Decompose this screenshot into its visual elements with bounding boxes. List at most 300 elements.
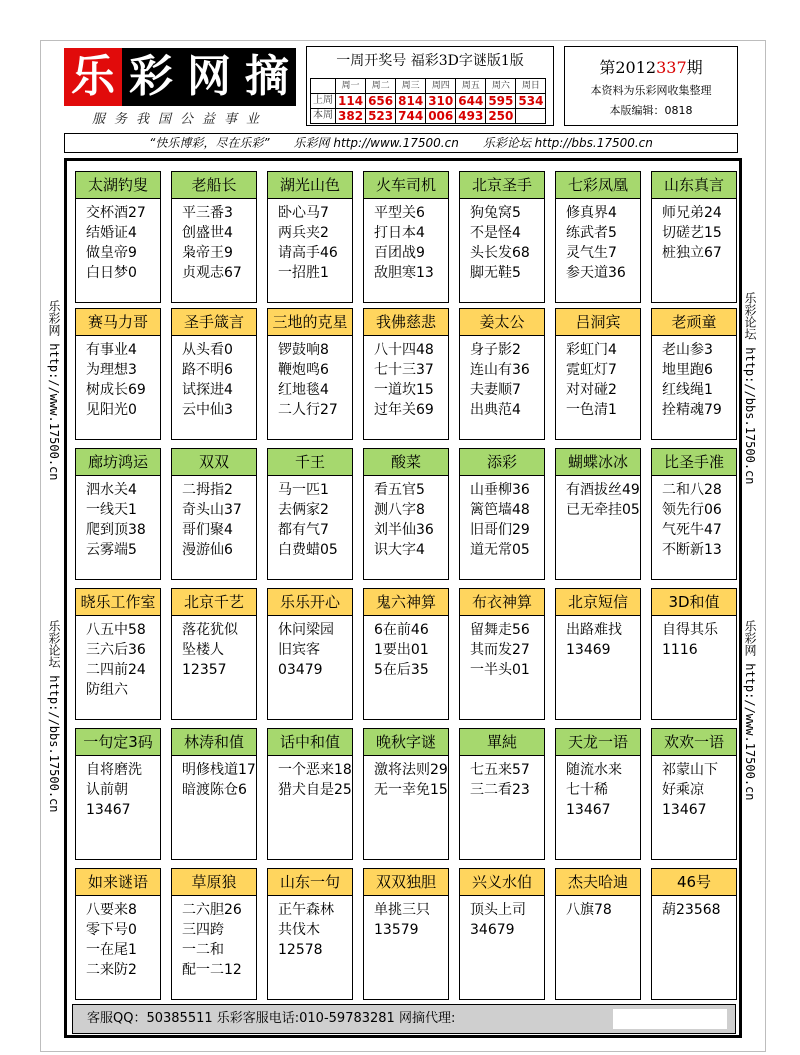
puzzle-line: 道无常05 bbox=[470, 542, 530, 558]
puzzle-cell bbox=[651, 588, 737, 720]
day-label: 周六 bbox=[486, 79, 516, 94]
puzzle-line: 七五来57 bbox=[470, 762, 530, 778]
day-label: 周五 bbox=[456, 79, 486, 94]
puzzle-line: 红线绳1 bbox=[662, 382, 713, 398]
puzzle-cell-title: 3D和值 bbox=[652, 589, 736, 616]
row-label: 上周 bbox=[311, 94, 336, 109]
puzzle-line: 13467 bbox=[86, 802, 131, 818]
day-label: 周四 bbox=[426, 79, 456, 94]
puzzle-line: 零下号0 bbox=[86, 922, 137, 938]
draw-number: 814 bbox=[396, 94, 426, 109]
puzzle-cell-lines bbox=[364, 336, 448, 420]
puzzle-line: 修真界4 bbox=[566, 205, 617, 221]
puzzle-cell-title: 欢欢一语 bbox=[652, 729, 736, 756]
puzzle-cell bbox=[267, 728, 353, 860]
puzzle-line: 桩独立67 bbox=[662, 245, 722, 261]
puzzle-line: 测八字8 bbox=[374, 502, 425, 518]
puzzle-cell-lines bbox=[556, 336, 640, 420]
puzzle-cell bbox=[555, 728, 641, 860]
puzzle-cell-title: 天龙一语 bbox=[556, 729, 640, 756]
puzzle-cell bbox=[75, 868, 161, 1000]
puzzle-line: 暗渡陈仓6 bbox=[182, 782, 247, 798]
puzzle-line: 树成长69 bbox=[86, 382, 146, 398]
draw-number: 656 bbox=[366, 94, 396, 109]
puzzle-line: 八五中58 bbox=[86, 622, 146, 638]
puzzle-line: 二和八28 bbox=[662, 482, 722, 498]
day-label: 周二 bbox=[366, 79, 396, 94]
puzzle-cell bbox=[555, 868, 641, 1000]
puzzle-line: 一半头01 bbox=[470, 662, 530, 678]
puzzle-cell-title: 布衣神算 bbox=[460, 589, 544, 616]
puzzle-cell bbox=[363, 868, 449, 1000]
puzzle-line: 一在尾1 bbox=[86, 942, 137, 958]
puzzle-line: 马一匹1 bbox=[278, 482, 329, 498]
puzzle-cell bbox=[555, 448, 641, 580]
puzzle-line: 山垂柳36 bbox=[470, 482, 530, 498]
table-row bbox=[311, 109, 546, 124]
puzzle-line: 13467 bbox=[566, 802, 611, 818]
side-url-left-bottom: 乐彩论坛 http://bbs.17500.cn bbox=[47, 620, 61, 813]
puzzle-cell-title: 晓乐工作室 bbox=[76, 589, 160, 616]
side-url-right-top: 乐彩论坛 http://bbs.17500.cn bbox=[743, 292, 757, 485]
puzzle-cell-lines bbox=[652, 616, 736, 660]
draw-results-title: 一周开奖号 福彩3D字谜版1版 bbox=[336, 53, 524, 69]
puzzle-cell-title: 山东真言 bbox=[652, 172, 736, 199]
puzzle-cell bbox=[75, 171, 161, 303]
puzzle-line: 创盛世4 bbox=[182, 225, 233, 241]
puzzle-line: 一线天1 bbox=[86, 502, 137, 518]
puzzle-cell-lines bbox=[652, 199, 736, 263]
puzzle-line: 防组六 bbox=[86, 682, 128, 698]
puzzle-cell-lines bbox=[76, 616, 160, 700]
issue-number bbox=[565, 55, 737, 78]
draw-number: 493 bbox=[456, 109, 486, 124]
puzzle-cell-lines bbox=[76, 476, 160, 560]
puzzle-line: 奇头山37 bbox=[182, 502, 242, 518]
puzzle-line: 试探进4 bbox=[182, 382, 233, 398]
puzzle-line: 6在前46 bbox=[374, 622, 429, 638]
puzzle-cell-title: 我佛慈悲 bbox=[364, 309, 448, 336]
puzzle-cell bbox=[267, 171, 353, 303]
puzzle-cell-title: 北京圣手 bbox=[460, 172, 544, 199]
puzzle-cell-lines bbox=[172, 476, 256, 560]
puzzle-line: 出路难找 bbox=[566, 622, 622, 638]
draw-number: 006 bbox=[426, 109, 456, 124]
puzzle-line: 一个恶来18 bbox=[278, 762, 352, 778]
puzzle-cell bbox=[171, 448, 257, 580]
puzzle-line: 见阳光0 bbox=[86, 402, 137, 418]
draw-number: 114 bbox=[336, 94, 366, 109]
puzzle-cell bbox=[267, 308, 353, 440]
puzzle-cell-lines bbox=[172, 756, 256, 800]
puzzle-line: 自得其乐 bbox=[662, 622, 718, 638]
puzzle-cell-title: 兴义水伯 bbox=[460, 869, 544, 896]
puzzle-line: 一二和 bbox=[182, 942, 224, 958]
puzzle-cell-lines bbox=[268, 336, 352, 420]
forum-link[interactable]: 乐彩论坛 http://bbs.17500.cn bbox=[482, 136, 653, 150]
puzzle-cell-title: 晚秋字谜 bbox=[364, 729, 448, 756]
puzzle-cell-lines bbox=[556, 896, 640, 920]
puzzle-line: 地里跑6 bbox=[662, 362, 713, 378]
puzzle-cell-lines bbox=[460, 616, 544, 680]
puzzle-line: 锣鼓响8 bbox=[278, 342, 329, 358]
puzzle-line: 坠楼人 bbox=[182, 642, 224, 658]
puzzle-cell-title: 北京千艺 bbox=[172, 589, 256, 616]
puzzle-cell-title: 火车司机 bbox=[364, 172, 448, 199]
puzzle-cell bbox=[171, 308, 257, 440]
puzzle-line: 连山有36 bbox=[470, 362, 530, 378]
draw-number: 523 bbox=[366, 109, 396, 124]
puzzle-cell-lines bbox=[460, 336, 544, 420]
puzzle-cell bbox=[75, 728, 161, 860]
puzzle-line: 为理想3 bbox=[86, 362, 137, 378]
puzzle-line: 贞观志67 bbox=[182, 265, 242, 281]
puzzle-line: 做皇帝9 bbox=[86, 245, 137, 261]
puzzle-line: 好乘凉 bbox=[662, 782, 704, 798]
puzzle-cell bbox=[171, 588, 257, 720]
tagline-quote: “快乐博彩，尽在乐彩” bbox=[149, 136, 270, 150]
puzzle-line: 二来防2 bbox=[86, 962, 137, 978]
puzzle-cell-lines bbox=[268, 199, 352, 283]
puzzle-line: 脚无鞋5 bbox=[470, 265, 521, 281]
puzzle-cell-lines bbox=[76, 756, 160, 820]
puzzle-cell-title: 双双独胆 bbox=[364, 869, 448, 896]
puzzle-line: 一道坎15 bbox=[374, 382, 434, 398]
puzzle-line: 平三番3 bbox=[182, 205, 233, 221]
puzzle-line: 二六胆26 bbox=[182, 902, 242, 918]
puzzle-line: 白费蜡05 bbox=[278, 542, 338, 558]
issue-prefix: 第2012 bbox=[599, 58, 657, 77]
puzzle-line: 敌胆寒13 bbox=[374, 265, 434, 281]
puzzle-cell-title: 草原狼 bbox=[172, 869, 256, 896]
puzzle-cell bbox=[651, 171, 737, 303]
puzzle-cell-lines bbox=[652, 476, 736, 560]
puzzle-line: 拴精魂79 bbox=[662, 402, 722, 418]
puzzle-cell-lines bbox=[652, 336, 736, 420]
puzzle-cell bbox=[75, 588, 161, 720]
puzzle-line: 识大字4 bbox=[374, 542, 425, 558]
puzzle-cell-lines bbox=[364, 896, 448, 940]
puzzle-cell-lines bbox=[268, 616, 352, 680]
puzzle-line: 三二看23 bbox=[470, 782, 530, 798]
puzzle-line: 交杯酒27 bbox=[86, 205, 146, 221]
puzzle-cell-lines bbox=[172, 896, 256, 980]
puzzle-line: 刘半仙36 bbox=[374, 522, 434, 538]
puzzle-cell-title: 46号 bbox=[652, 869, 736, 896]
issue-suffix: 期 bbox=[686, 58, 703, 77]
puzzle-line: 休问梁园 bbox=[278, 622, 334, 638]
puzzle-cell-lines bbox=[172, 336, 256, 420]
puzzle-cell-title: 添彩 bbox=[460, 449, 544, 476]
puzzle-cell bbox=[75, 308, 161, 440]
puzzle-cell-lines bbox=[652, 756, 736, 820]
site-link[interactable]: 乐彩网 http://www.17500.cn bbox=[293, 136, 459, 150]
puzzle-line: 参天道36 bbox=[566, 265, 626, 281]
puzzle-line: 云中仙3 bbox=[182, 402, 233, 418]
puzzle-line: 祁蒙山下 bbox=[662, 762, 718, 778]
puzzle-cell-lines bbox=[172, 199, 256, 283]
puzzle-line: 红地毯4 bbox=[278, 382, 329, 398]
puzzle-cell-lines bbox=[556, 476, 640, 520]
puzzle-line: 七十稀 bbox=[566, 782, 608, 798]
puzzle-cell-title: 湖光山色 bbox=[268, 172, 352, 199]
puzzle-line: 请高手46 bbox=[278, 245, 338, 261]
draw-number: 310 bbox=[426, 94, 456, 109]
puzzle-cell-lines bbox=[652, 896, 736, 920]
puzzle-cell-title: 杰夫哈迪 bbox=[556, 869, 640, 896]
puzzle-cell-lines bbox=[460, 756, 544, 800]
draw-results-table bbox=[310, 78, 546, 124]
day-label: 周三 bbox=[396, 79, 426, 94]
draw-number bbox=[516, 109, 546, 124]
logo-char: 彩 bbox=[122, 48, 180, 106]
puzzle-line: 12578 bbox=[278, 942, 323, 958]
puzzle-cell bbox=[363, 588, 449, 720]
logo bbox=[64, 48, 296, 106]
draw-number: 744 bbox=[396, 109, 426, 124]
puzzle-cell-title: 乐乐开心 bbox=[268, 589, 352, 616]
puzzle-line: 八要来8 bbox=[86, 902, 137, 918]
puzzle-cell bbox=[651, 448, 737, 580]
puzzle-line: 去俩家2 bbox=[278, 502, 329, 518]
editor-note: 本版编辑：0818 bbox=[609, 104, 693, 117]
puzzle-line: 过年关69 bbox=[374, 402, 434, 418]
puzzle-line: 白日梦0 bbox=[86, 265, 137, 281]
puzzle-line: 看五官5 bbox=[374, 482, 425, 498]
puzzle-line: 切磋艺15 bbox=[662, 225, 722, 241]
puzzle-cell-title: 圣手箴言 bbox=[172, 309, 256, 336]
puzzle-line: 1要出01 bbox=[374, 642, 429, 658]
puzzle-line: 其而发27 bbox=[470, 642, 530, 658]
puzzle-line: 云雾端5 bbox=[86, 542, 137, 558]
puzzle-cell-lines bbox=[556, 756, 640, 820]
puzzle-line: 泗水关4 bbox=[86, 482, 137, 498]
puzzle-cell-title: 话中和值 bbox=[268, 729, 352, 756]
puzzle-line: 二人行27 bbox=[278, 402, 338, 418]
puzzle-cell-title: 千王 bbox=[268, 449, 352, 476]
puzzle-line: 旧哥们29 bbox=[470, 522, 530, 538]
puzzle-line: 有酒拔丝49 bbox=[566, 482, 640, 498]
puzzle-line: 鞭炮鸣6 bbox=[278, 362, 329, 378]
puzzle-line: 明修栈道17 bbox=[182, 762, 256, 778]
puzzle-line: 霓虹灯7 bbox=[566, 362, 617, 378]
puzzle-line: 共伐木 bbox=[278, 922, 320, 938]
puzzle-line: 03479 bbox=[278, 662, 323, 678]
puzzle-cell-title: 單純 bbox=[460, 729, 544, 756]
puzzle-line: 夫妻顺7 bbox=[470, 382, 521, 398]
puzzle-cell-title: 廊坊鸿运 bbox=[76, 449, 160, 476]
puzzle-cell bbox=[363, 448, 449, 580]
puzzle-line: 平型关6 bbox=[374, 205, 425, 221]
puzzle-line: 百团战9 bbox=[374, 245, 425, 261]
puzzle-cell bbox=[459, 171, 545, 303]
puzzle-line: 打日本4 bbox=[374, 225, 425, 241]
puzzle-cell bbox=[171, 868, 257, 1000]
puzzle-line: 旧宾客 bbox=[278, 642, 320, 658]
puzzle-cell bbox=[555, 171, 641, 303]
puzzle-line: 三四跨 bbox=[182, 922, 224, 938]
draw-results-box bbox=[306, 46, 554, 126]
puzzle-cell bbox=[171, 171, 257, 303]
row-label: 本周 bbox=[311, 109, 336, 124]
day-label: 周一 bbox=[336, 79, 366, 94]
draw-number: 595 bbox=[486, 94, 516, 109]
puzzle-line: 单挑三只 bbox=[374, 902, 430, 918]
puzzle-cell bbox=[459, 728, 545, 860]
puzzle-line: 对对碰2 bbox=[566, 382, 617, 398]
puzzle-line: 13467 bbox=[662, 802, 707, 818]
puzzle-cell bbox=[651, 868, 737, 1000]
puzzle-line: 狗兔窝5 bbox=[470, 205, 521, 221]
logo-char: 摘 bbox=[238, 48, 296, 106]
puzzle-line: 二四前24 bbox=[86, 662, 146, 678]
puzzle-cell bbox=[363, 308, 449, 440]
puzzle-line: 哥们聚4 bbox=[182, 522, 233, 538]
puzzle-cell bbox=[555, 588, 641, 720]
puzzle-cell-lines bbox=[76, 199, 160, 283]
puzzle-line: 葫23568 bbox=[662, 902, 721, 918]
puzzle-line: 一招胜1 bbox=[278, 265, 329, 281]
puzzle-cell-lines bbox=[76, 336, 160, 420]
puzzle-cell-lines bbox=[268, 896, 352, 960]
puzzle-line: 配一二12 bbox=[182, 962, 242, 978]
puzzle-line: 不断新13 bbox=[662, 542, 722, 558]
puzzle-cell-lines bbox=[556, 616, 640, 660]
puzzle-cell-title: 吕洞宾 bbox=[556, 309, 640, 336]
puzzle-line: 自将磨洗 bbox=[86, 762, 142, 778]
puzzle-line: 认前朝 bbox=[86, 782, 128, 798]
puzzle-cell bbox=[459, 588, 545, 720]
puzzle-cell bbox=[651, 728, 737, 860]
puzzle-line: 七十三37 bbox=[374, 362, 434, 378]
puzzle-line: 留舞走56 bbox=[470, 622, 530, 638]
puzzle-line: 都有气7 bbox=[278, 522, 329, 538]
puzzle-line: 结婚证4 bbox=[86, 225, 137, 241]
puzzle-line: 头长发68 bbox=[470, 245, 530, 261]
puzzle-cell-title: 酸菜 bbox=[364, 449, 448, 476]
puzzle-line: 激将法则29 bbox=[374, 762, 448, 778]
puzzle-line: 顶头上司 bbox=[470, 902, 526, 918]
puzzle-line: 13469 bbox=[566, 642, 611, 658]
puzzle-cell-title: 太湖钓叟 bbox=[76, 172, 160, 199]
puzzle-line: 不是怪4 bbox=[470, 225, 521, 241]
puzzle-cell-title: 姜太公 bbox=[460, 309, 544, 336]
logo-char: 乐 bbox=[64, 48, 122, 106]
puzzle-line: 漫游仙6 bbox=[182, 542, 233, 558]
puzzle-cell-lines bbox=[460, 896, 544, 940]
puzzle-line: 13579 bbox=[374, 922, 419, 938]
logo-char: 网 bbox=[180, 48, 238, 106]
puzzle-line: 八十四48 bbox=[374, 342, 434, 358]
puzzle-line: 气死牛47 bbox=[662, 522, 722, 538]
puzzle-cell-title: 赛马力哥 bbox=[76, 309, 160, 336]
puzzle-cell bbox=[363, 171, 449, 303]
issue-box bbox=[564, 46, 738, 126]
puzzle-grid bbox=[64, 158, 742, 1038]
puzzle-line: 已无牵挂05 bbox=[566, 502, 640, 518]
puzzle-line: 三六后36 bbox=[86, 642, 146, 658]
draw-number: 644 bbox=[456, 94, 486, 109]
side-url-left-top: 乐彩网 http://www.17500.cn bbox=[47, 300, 61, 481]
puzzle-line: 猎犬自是25 bbox=[278, 782, 352, 798]
draw-number: 534 bbox=[516, 94, 546, 109]
puzzle-line: 从头看0 bbox=[182, 342, 233, 358]
agent-field bbox=[613, 1009, 727, 1029]
puzzle-cell bbox=[267, 868, 353, 1000]
puzzle-cell-lines bbox=[460, 476, 544, 560]
puzzle-cell-title: 一句定3码 bbox=[76, 729, 160, 756]
puzzle-line: 彩虹门4 bbox=[566, 342, 617, 358]
puzzle-line: 爬到顶38 bbox=[86, 522, 146, 538]
puzzle-line: 领先行06 bbox=[662, 502, 722, 518]
puzzle-line: 八旗78 bbox=[566, 902, 612, 918]
puzzle-line: 师兄弟24 bbox=[662, 205, 722, 221]
puzzle-line: 有事业4 bbox=[86, 342, 137, 358]
slogan: 服务我国公益事业 bbox=[91, 112, 268, 127]
puzzle-line: 34679 bbox=[470, 922, 515, 938]
puzzle-cell bbox=[363, 728, 449, 860]
tagline bbox=[64, 133, 738, 153]
puzzle-line: 落花犹似 bbox=[182, 622, 238, 638]
puzzle-cell bbox=[171, 728, 257, 860]
puzzle-cell bbox=[267, 448, 353, 580]
puzzle-cell bbox=[459, 448, 545, 580]
puzzle-cell-lines bbox=[364, 756, 448, 800]
puzzle-line: 1116 bbox=[662, 642, 698, 658]
puzzle-line: 二拇指2 bbox=[182, 482, 233, 498]
side-url-right-bottom: 乐彩网 http://www.17500.cn bbox=[743, 620, 757, 801]
draw-number: 250 bbox=[486, 109, 516, 124]
puzzle-cell-title: 北京短信 bbox=[556, 589, 640, 616]
source-note: 本资料为乐彩网收集整理 bbox=[590, 84, 712, 97]
puzzle-cell bbox=[459, 308, 545, 440]
puzzle-line: 老山参3 bbox=[662, 342, 713, 358]
puzzle-cell-lines bbox=[364, 199, 448, 283]
puzzle-cell bbox=[75, 448, 161, 580]
puzzle-cell-title: 林涛和值 bbox=[172, 729, 256, 756]
puzzle-line: 出典范4 bbox=[470, 402, 521, 418]
table-row bbox=[311, 94, 546, 109]
day-header-row bbox=[311, 79, 546, 94]
puzzle-cell-title: 山东一句 bbox=[268, 869, 352, 896]
puzzle-cell-lines bbox=[460, 199, 544, 283]
issue-num: 337 bbox=[656, 58, 687, 77]
puzzle-line: 练武者5 bbox=[566, 225, 617, 241]
puzzle-line: 一色清1 bbox=[566, 402, 617, 418]
puzzle-cell-lines bbox=[172, 616, 256, 680]
puzzle-line: 随流水来 bbox=[566, 762, 622, 778]
puzzle-cell-title: 七彩凤凰 bbox=[556, 172, 640, 199]
puzzle-line: 篱笆墙48 bbox=[470, 502, 530, 518]
puzzle-line: 枭帝王9 bbox=[182, 245, 233, 261]
puzzle-cell bbox=[267, 588, 353, 720]
puzzle-cell-lines bbox=[268, 756, 352, 800]
footer-contact: 客服QQ：50385511 乐彩客服电话:010-59783281 网摘代理: bbox=[87, 1011, 456, 1026]
puzzle-line: 无一幸免15 bbox=[374, 782, 448, 798]
day-label: 周日 bbox=[516, 79, 546, 94]
puzzle-cell-title: 双双 bbox=[172, 449, 256, 476]
footer-bar bbox=[72, 1004, 736, 1034]
puzzle-line: 5在后35 bbox=[374, 662, 429, 678]
puzzle-cell-title: 鬼六神算 bbox=[364, 589, 448, 616]
puzzle-line: 灵气生7 bbox=[566, 245, 617, 261]
puzzle-line: 正午森林 bbox=[278, 902, 334, 918]
puzzle-cell-title: 比圣手准 bbox=[652, 449, 736, 476]
puzzle-cell-lines bbox=[364, 616, 448, 680]
puzzle-line: 卧心马7 bbox=[278, 205, 329, 221]
puzzle-cell-title: 老顽童 bbox=[652, 309, 736, 336]
puzzle-line: 身子影2 bbox=[470, 342, 521, 358]
